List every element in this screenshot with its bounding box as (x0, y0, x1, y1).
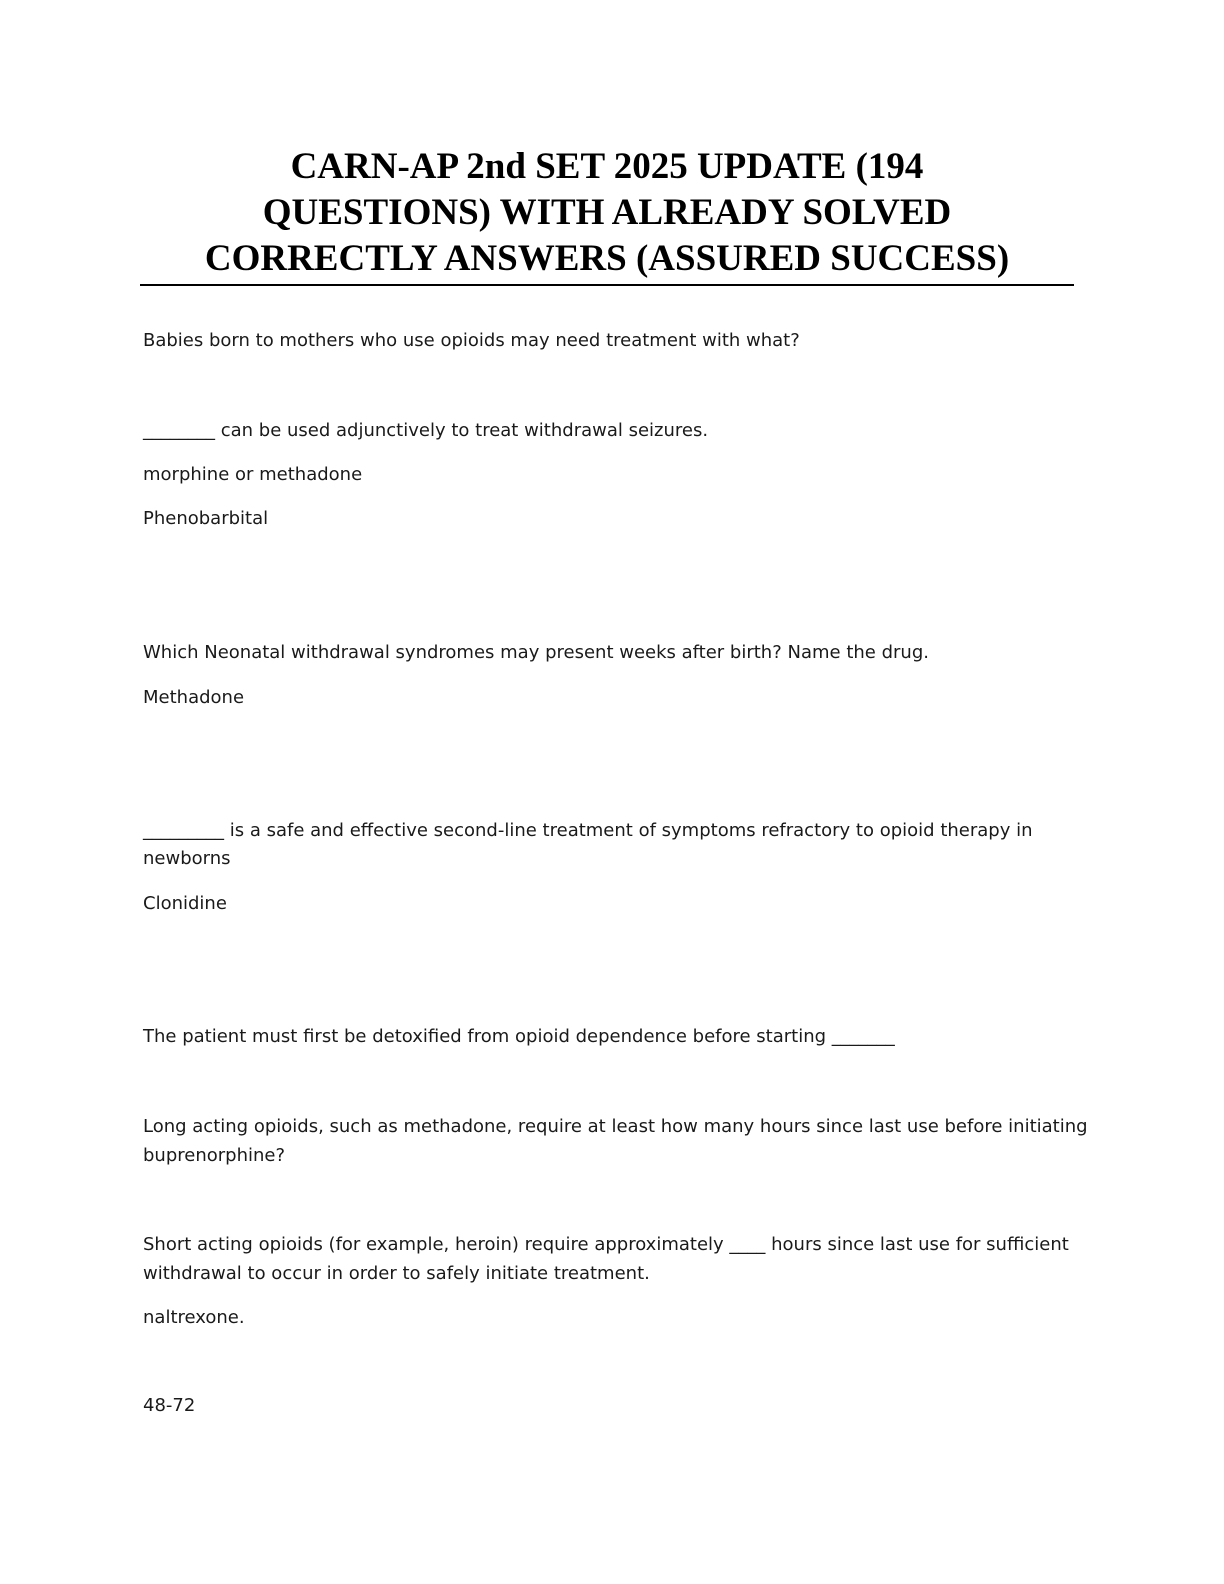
question-text: The patient must first be detoxified from opioid dependence before starting _______ (143, 1026, 895, 1047)
title-line: CARN-AP 2nd SET 2025 UPDATE (194 (290, 146, 924, 187)
title-line: CORRECTLY ANSWERS (ASSURED SUCCESS) (204, 238, 1010, 279)
answer-text: Phenobarbital (143, 508, 269, 529)
document-title (140, 144, 1074, 286)
question-text: ________ can be used adjunctively to treat withdrawal seizures. (143, 420, 709, 441)
question-text: Long acting opioids, such as methadone, require at least how many hours since last use before initiating (143, 1116, 1088, 1137)
question-text-continued: newborns (143, 848, 231, 869)
question-text: _________ is a safe and effective second-line treatment of symptoms refractory to opioid therapy in (143, 820, 1033, 841)
answer-text: naltrexone. (143, 1307, 245, 1328)
title-line: QUESTIONS) WITH ALREADY SOLVED (262, 192, 952, 233)
answer-text: morphine or methadone (143, 464, 363, 485)
question-text-continued: withdrawal to occur in order to safely initiate treatment. (143, 1263, 650, 1284)
question-text: Which Neonatal withdrawal syndromes may present weeks after birth? Name the drug. (143, 642, 929, 663)
question-text: Short acting opioids (for example, heroin) require approximately ____ hours since last use for sufficient (143, 1234, 1069, 1255)
question-text-continued: buprenorphine? (143, 1145, 286, 1166)
answer-text: Methadone (143, 687, 245, 708)
answer-text: Clonidine (143, 893, 227, 914)
question-text: Babies born to mothers who use opioids may need treatment with what? (143, 330, 800, 351)
answer-text: 48-72 (143, 1395, 196, 1416)
